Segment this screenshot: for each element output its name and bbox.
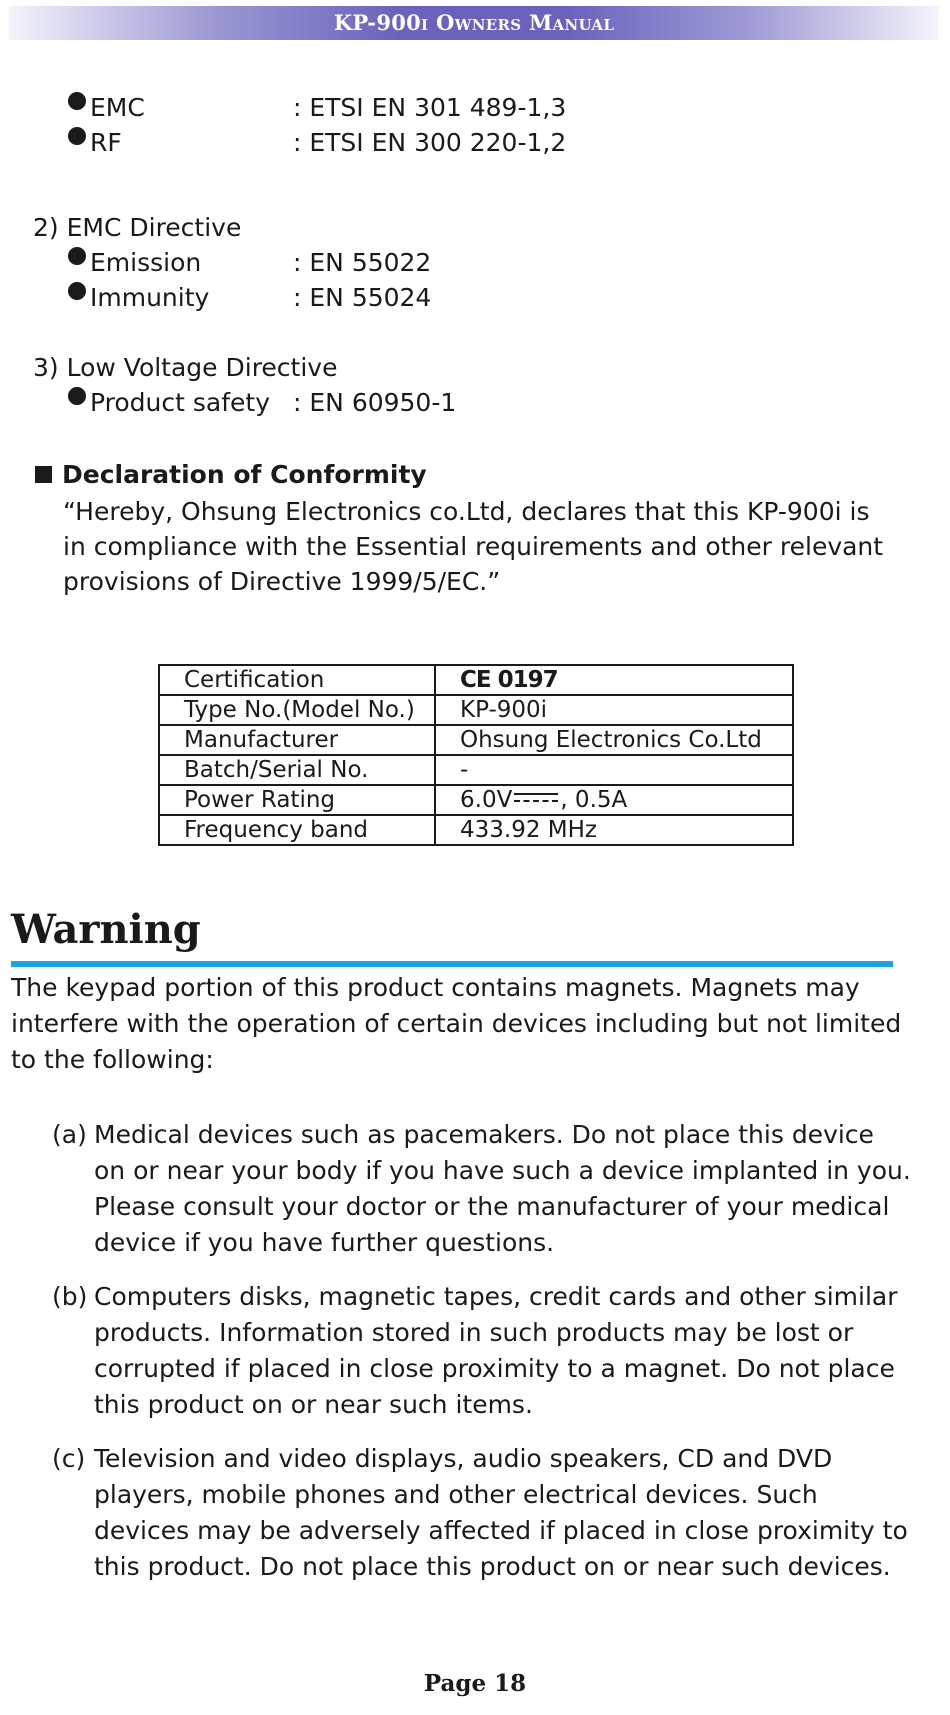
low-voltage-heading: 3) Low Voltage Directive xyxy=(33,353,338,382)
table-label: Certification xyxy=(159,665,435,695)
standard-label: RF xyxy=(90,128,122,157)
bullet-dot-icon xyxy=(68,127,86,145)
bullet-dot-icon xyxy=(68,247,86,265)
current-text: , 0.5A xyxy=(560,787,628,813)
declaration-heading-text: Declaration of Conformity xyxy=(62,460,427,489)
table-label: Type No.(Model No.) xyxy=(159,695,435,725)
warning-intro: The keypad portion of this product contains magnets. Magnets may interfere with the operation of certain devices including but not limited to the following: xyxy=(11,973,902,1074)
table-label: Manufacturer xyxy=(159,725,435,755)
certification-table xyxy=(158,664,794,846)
table-value: - xyxy=(435,755,793,785)
square-bullet-icon xyxy=(35,466,52,483)
warning-item-letter: (c) xyxy=(52,1444,86,1473)
warning-item-text: Computers disks, magnetic tapes, credit cards and other similar products. Information stored in such products may be lost or corrupted if placed in close proximity to a magnet. Do not place this product on or near such items. xyxy=(94,1282,898,1419)
voltage-text: 6.0V xyxy=(460,787,513,813)
warning-divider xyxy=(11,961,893,967)
warning-title: Warning xyxy=(11,906,201,953)
table-label: Frequency band xyxy=(159,815,435,845)
emc-item-value: : EN 55024 xyxy=(293,283,432,312)
header-bar xyxy=(9,6,939,40)
declaration-heading xyxy=(35,459,427,491)
page-number: Page 18 xyxy=(423,1670,527,1697)
declaration-text: “Hereby, Ohsung Electronics co.Ltd, declares that this KP-900i is in compliance with the Essential requirements and other relevant provisions of Directive 1999/5/EC.” xyxy=(63,497,884,596)
table-label: Power Rating xyxy=(159,785,435,815)
warning-item-text: Medical devices such as pacemakers. Do not place this device on or near your body if you have such a device implanted in you. Please consult your doctor or the manufacturer of your medical device if you have further questions. xyxy=(94,1120,911,1257)
warning-item-c xyxy=(52,1441,912,1585)
table-row xyxy=(159,725,793,755)
table-value: Ohsung Electronics Co.Ltd xyxy=(435,725,793,755)
table-row xyxy=(159,695,793,725)
warning-item-text: Television and video displays, audio speakers, CD and DVD players, mobile phones and other electrical devices. Such devices may be adversely affected if placed in close proximity to this product. Do not place this product on or near such devices. xyxy=(94,1444,908,1581)
table-value: KP-900i xyxy=(435,695,793,725)
dc-symbol-icon xyxy=(514,790,558,806)
standard-value: : ETSI EN 301 489-1,3 xyxy=(293,93,567,122)
table-row xyxy=(159,755,793,785)
warning-item-b xyxy=(52,1279,912,1423)
ce-mark-icon: CE 0197 xyxy=(460,667,558,693)
ce-mark-value xyxy=(435,665,793,695)
bullet-dot-icon xyxy=(68,387,86,405)
manual-title: KP-900i Owners Manual xyxy=(333,10,615,35)
warning-item-letter: (b) xyxy=(52,1282,88,1311)
emc-item-label: Emission xyxy=(90,248,202,277)
warning-item-letter: (a) xyxy=(52,1120,87,1149)
table-label: Batch/Serial No. xyxy=(159,755,435,785)
standard-label: EMC xyxy=(90,93,145,122)
low-voltage-label: Product safety xyxy=(90,388,270,417)
emc-item-label: Immunity xyxy=(90,283,210,312)
table-value: 433.92 MHz xyxy=(435,815,793,845)
bullet-dot-icon xyxy=(68,92,86,110)
power-rating-value xyxy=(435,785,793,815)
standard-value: : ETSI EN 300 220-1,2 xyxy=(293,128,567,157)
emc-directive-heading: 2) EMC Directive xyxy=(33,213,242,242)
table-row xyxy=(159,665,793,695)
table-row xyxy=(159,785,793,815)
table-row xyxy=(159,815,793,845)
emc-item-value: : EN 55022 xyxy=(293,248,432,277)
low-voltage-value: : EN 60950-1 xyxy=(293,388,457,417)
bullet-dot-icon xyxy=(68,282,86,300)
warning-item-a xyxy=(52,1117,912,1261)
